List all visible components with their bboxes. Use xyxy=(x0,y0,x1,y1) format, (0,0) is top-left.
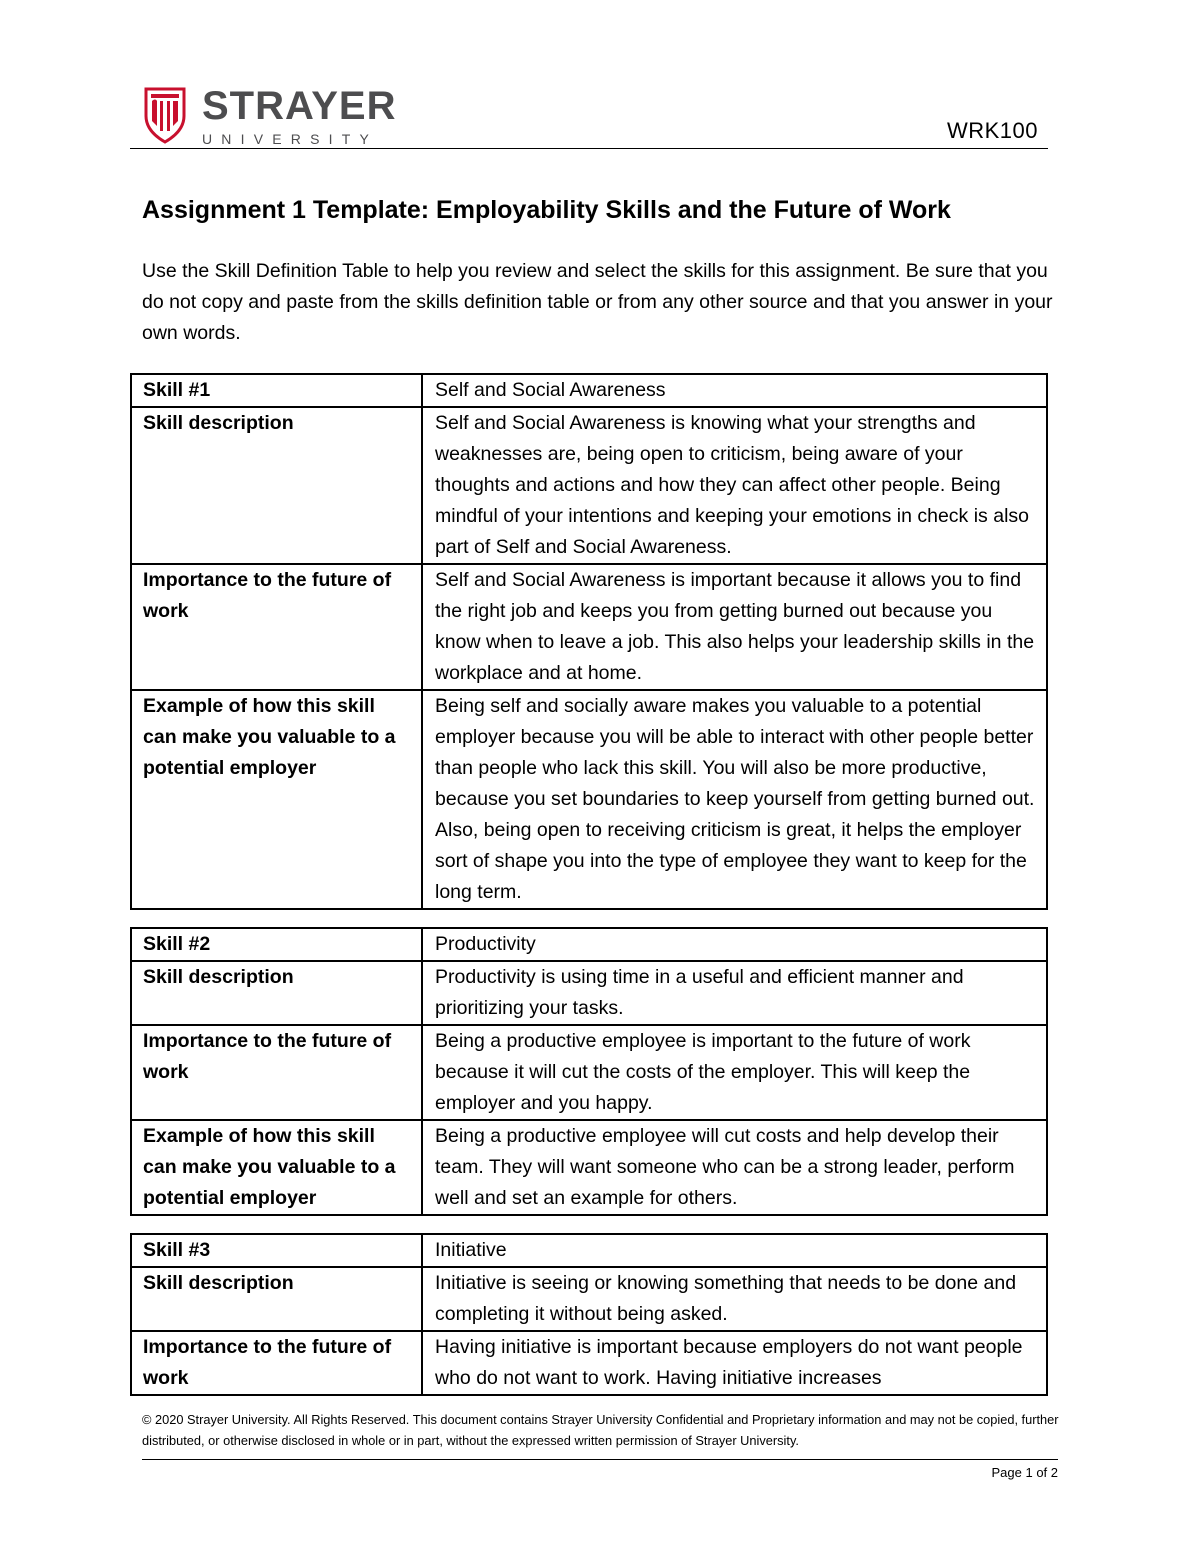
description-label: Skill description xyxy=(131,407,422,564)
skill-name: Initiative xyxy=(422,1234,1047,1267)
intro-paragraph: Use the Skill Definition Table to help you review and select the skills for this assignment. Be sure that you do not copy and paste from the skills definition table or from any other source and that you answer in your own words. xyxy=(142,260,1053,344)
skill-description: Productivity is using time in a useful and efficient manner and prioritizing your tasks. xyxy=(422,961,1047,1025)
skill-table-1 xyxy=(130,373,1048,910)
skill-description: Self and Social Awareness is knowing what your strengths and weaknesses are, being open to criticism, being aware of your thoughts and actions and how they can affect other people. Being mindful of your intentions and keeping your emotions in check is also part of Self and Social Awareness. xyxy=(422,407,1047,564)
logo-subtitle: UNIVERSITY xyxy=(202,131,379,147)
importance-label: Importance to the future of work xyxy=(131,1331,422,1395)
skill-name: Productivity xyxy=(422,928,1047,961)
table-row xyxy=(131,374,1047,407)
description-label: Skill description xyxy=(131,1267,422,1331)
course-code: WRK100 xyxy=(946,118,1038,143)
table-row xyxy=(131,928,1047,961)
page-number: Page 1 of 2 xyxy=(991,1465,1058,1480)
table-row xyxy=(131,407,1047,564)
example-label: Example of how this skill can make you valuable to a potential employer xyxy=(131,1120,422,1215)
skill-example: Being self and socially aware makes you valuable to a potential employer because you will be able to interact with other people better than people who lack this skill. You will also be more productive, because you set boundaries to keep yourself from getting burned out. Also, being open to receiving criticism is great, it helps the employer sort of shape you into the type of employee they want to keep for the long term. xyxy=(422,690,1047,909)
page-header xyxy=(130,84,1048,149)
table-row xyxy=(131,1267,1047,1331)
skill-name: Self and Social Awareness xyxy=(422,374,1047,407)
skill-example: Being a productive employee will cut costs and help develop their team. They will want someone who can be a strong leader, perform well and set an example for others. xyxy=(422,1120,1047,1215)
description-label: Skill description xyxy=(131,961,422,1025)
page-title: Assignment 1 Template: Employability Skills and the Future of Work xyxy=(142,196,951,224)
table-row xyxy=(131,564,1047,690)
importance-label: Importance to the future of work xyxy=(131,1025,422,1120)
copyright-notice: © 2020 Strayer University. All Rights Reserved. This document contains Strayer University Confidential and Proprietary information and may not be copied, further distributed, or otherwise disclosed in whole or in part, without the expressed written permission of Strayer University. xyxy=(142,1412,1059,1448)
example-label: Example of how this skill can make you valuable to a potential employer xyxy=(131,690,422,909)
skill-number-label: Skill #1 xyxy=(131,374,422,407)
skill-importance: Self and Social Awareness is important because it allows you to find the right job and keeps you from getting burned out because you know when to leave a job. This also helps your leadership skills in the workplace and at home. xyxy=(422,564,1047,690)
skill-number-label: Skill #3 xyxy=(131,1234,422,1267)
footer-divider xyxy=(142,1459,1058,1460)
table-row xyxy=(131,1234,1047,1267)
skill-number-label: Skill #2 xyxy=(131,928,422,961)
logo-name: STRAYER xyxy=(202,84,397,128)
skill-importance: Having initiative is important because employers do not want people who do not want to work. Having initiative increases xyxy=(422,1331,1047,1395)
strayer-logo xyxy=(142,86,396,146)
skill-importance: Being a productive employee is important to the future of work because it will cut the costs of the employer. This will keep the employer and you happy. xyxy=(422,1025,1047,1120)
skill-table-3 xyxy=(130,1233,1048,1396)
skill-table-2 xyxy=(130,927,1048,1216)
table-row xyxy=(131,961,1047,1025)
table-row xyxy=(131,1025,1047,1120)
table-row xyxy=(131,1120,1047,1215)
importance-label: Importance to the future of work xyxy=(131,564,422,690)
table-row xyxy=(131,690,1047,909)
shield-icon xyxy=(142,86,188,144)
skill-description: Initiative is seeing or knowing something that needs to be done and completing it without being asked. xyxy=(422,1267,1047,1331)
table-row xyxy=(131,1331,1047,1395)
